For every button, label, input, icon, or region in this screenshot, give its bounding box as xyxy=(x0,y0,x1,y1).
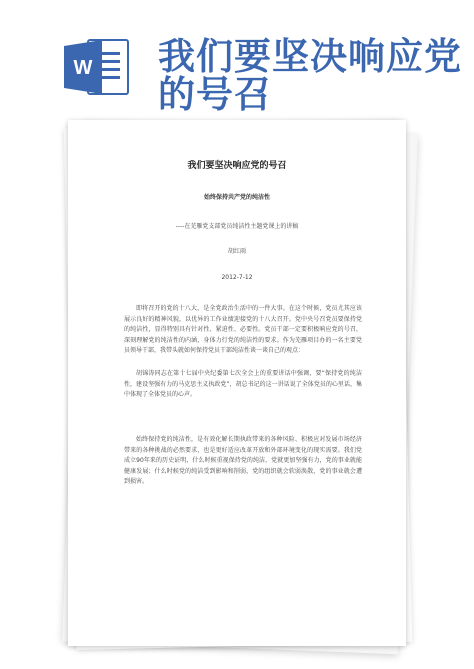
banner xyxy=(0,0,474,116)
paragraph-1: 即将召开的党的十八大，是全党政治生活中的一件大事。在这个时候，党员尤其应该展示良好的精神风貌，以优异的工作业绩迎接党的十八大召开。党中央号召党员要保持党的纯洁性，显得特别具有针对性、紧迫性、必要性。党员干部一定要积极响应党的号召，深刻理解党的纯洁性的内涵，身体力行党的纯洁性的要求。作为芜雁项目办的一名主要党员领导干部，我带头就如何保持党员干部纯洁性谈一谈自己的观点： xyxy=(124,305,362,355)
document-author: 胡红雨 xyxy=(227,248,246,255)
word-doc-icon xyxy=(62,36,132,98)
document-date: 2012-7-12 xyxy=(221,274,253,281)
document-subtitle: 始终保持共产党的纯洁性 xyxy=(203,194,270,201)
document-subtitle-secondary: ----在芜雁党支部党员纯洁性主题党课上的讲稿 xyxy=(175,223,299,230)
paragraph-3: 始终保持党的纯洁性，是有效化解长期执政带来的各种风险、积极应对发展市场经济带来的各种挑战的必然要求，也是更好适应改革开放和外部环境变化的现实需要。我们党成立90年来的历史证明，什么时候重视保持党的纯洁，党就更加坚强有力，党的事业就能健康发展；什么时候党的纯洁受到影响和削弱，党的组织就会软弱涣散，党的事业就会遭到损害。 xyxy=(124,436,362,486)
banner-title-line2: 的号召 xyxy=(158,72,272,116)
document-preview xyxy=(0,110,474,669)
paragraph-2: 胡锦涛同志在第十七届中央纪委第七次全会上的重要讲话中强调，要“保持党的纯洁性，建设坚强有力的马克思主义执政党”，胡总书记的这一讲话说了全体党员的心里话，集中体现了全体党员的心声。 xyxy=(124,370,362,399)
document-page xyxy=(68,120,406,646)
svg-text:W: W xyxy=(73,57,93,79)
banner-title-line1: 我们要坚决响应党 xyxy=(158,34,462,78)
document-title: 我们要坚决响应党的号召 xyxy=(187,161,287,171)
